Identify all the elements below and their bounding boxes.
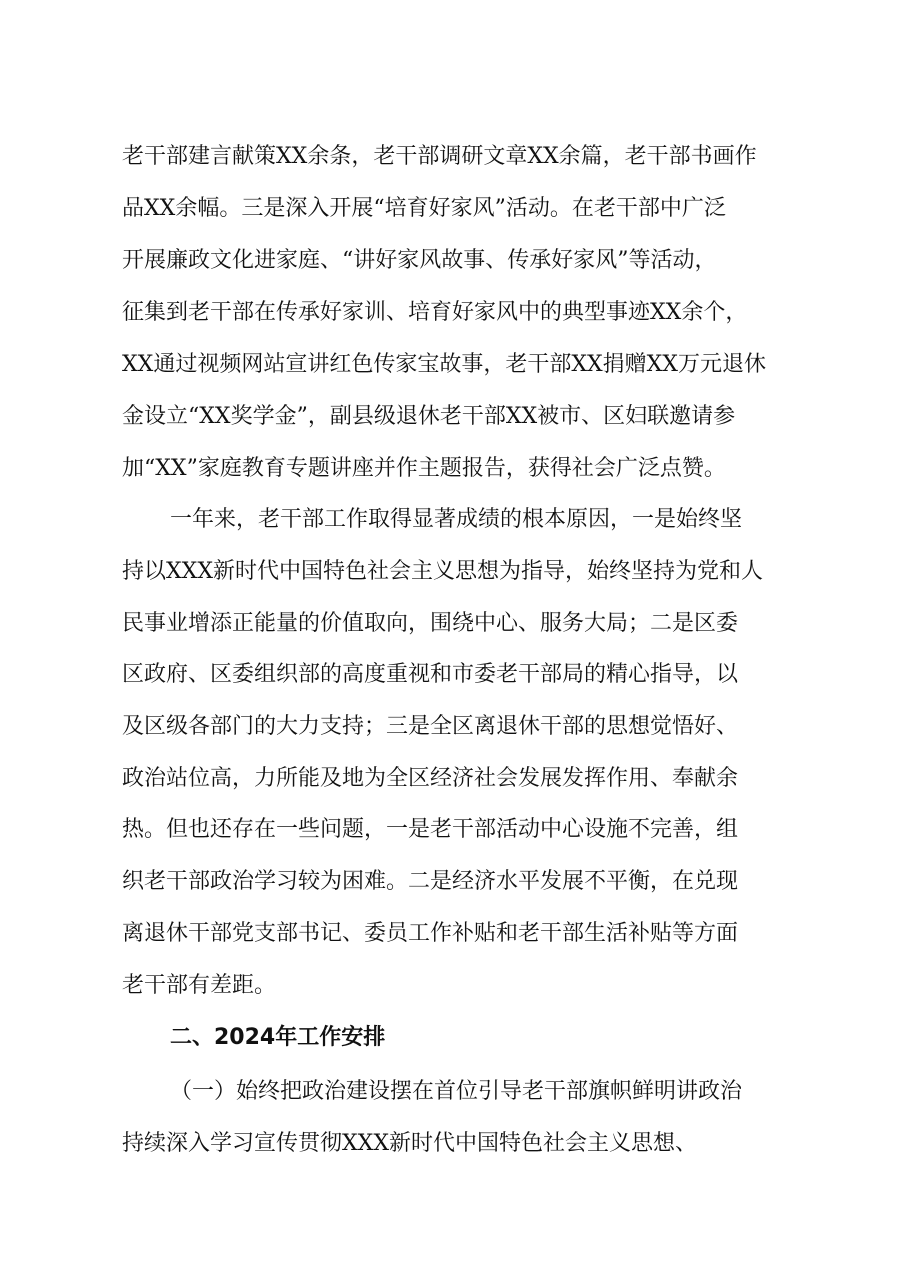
text-line: 老干部有差距。 [122,973,277,998]
text-line: 政治站位高，力所能及地为全区经济社会发展发挥作用、奉献余 [122,766,739,791]
text-line: 民事业增添正能量的价值取向，围绕中心、服务大局；二是区委 [122,611,739,636]
text-line: 区政府、区委组织部的高度重视和市委老干部局的精心指导，以 [122,662,739,687]
text-line: 征集到老干部在传承好家训、培育好家风中的典型事迹XX余个， [122,300,748,325]
text-line: 及区级各部门的大力支持；三是全区离退休干部的思想觉悟好、 [122,714,739,739]
text-line: 加“XX”家庭教育专题讲座并作主题报告，获得社会广泛点赞。 [122,456,726,481]
paragraph-first-line: 一年来，老干部工作取得显著成绩的根本原因，一是始终坚 [170,507,743,532]
section-heading: 二、2024年工作安排 [170,1025,386,1050]
text-line: 持以XXX新时代中国特色社会主义思想为指导，始终坚持为党和人 [122,559,763,584]
text-line: 老干部建言献策XX余条，老干部调研文章XX余篇，老干部书画作 [122,144,757,169]
text-line: 持续深入学习宣传贯彻XXX新时代中国特色社会主义思想、 [122,1131,697,1156]
text-line: 开展廉政文化进家庭、“讲好家风故事、传承好家风”等活动， [122,248,717,273]
text-line: 织老干部政治学习较为困难。二是经济水平发展不平衡，在兑现 [122,869,739,894]
text-line: 金设立“XX奖学金”，副县级退休老干部XX被市、区妇联邀请参 [122,404,736,429]
subsection-heading: （一）始终把政治建设摆在首位引导老干部旗帜鲜明讲政治 [170,1079,743,1104]
text-line: 离退休干部党支部书记、委员工作补贴和老干部生活补贴等方面 [122,921,739,946]
text-line: XX通过视频网站宣讲红色传家宝故事，老干部XX捐赠XX万元退休 [122,352,766,377]
text-line: 品XX余幅。三是深入开展“培育好家风”活动。在老干部中广泛 [122,196,726,221]
text-line: 热。但也还存在一些问题，一是老干部活动中心设施不完善，组 [122,817,739,842]
